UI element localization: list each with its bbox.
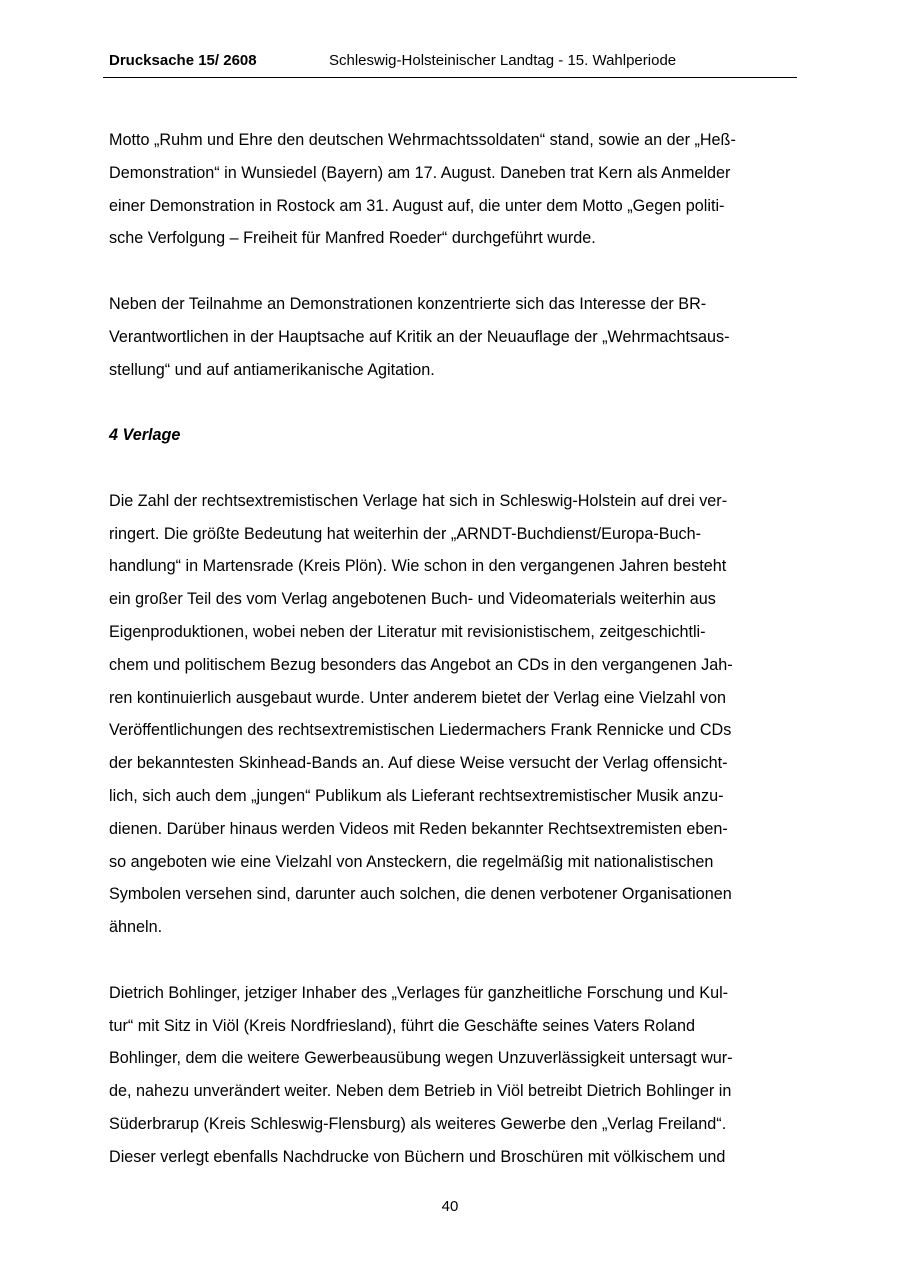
page-header (103, 52, 797, 78)
text-line: stellung“ und auf antiamerikanische Agitation. (109, 360, 435, 379)
text-line: ähneln. (109, 918, 163, 937)
text-line: der bekanntesten Skinhead-Bands an. Auf diese Weise versucht der Verlag offensicht- (109, 754, 728, 773)
text-line: Bohlinger, dem die weitere Gewerbeausübung wegen Unzuverlässigkeit untersagt wur- (109, 1049, 733, 1068)
text-line: Dieser verlegt ebenfalls Nachdrucke von Büchern und Broschüren mit völkischem und (109, 1147, 726, 1166)
text-line: Eigenproduktionen, wobei neben der Literatur mit revisionistischem, zeitgeschichtli- (109, 622, 706, 641)
text-line: de, nahezu unverändert weiter. Neben dem Betrieb in Viöl betreibt Dietrich Bohlinger in (109, 1082, 732, 1101)
text-line: ringert. Die größte Bedeutung hat weiterhin der „ARNDT-Buchdienst/Europa-Buch- (109, 524, 702, 543)
text-line: so angeboten wie eine Vielzahl von Ansteckern, die regelmäßig mit nationalistischen (109, 852, 714, 871)
section-heading: 4 Verlage (109, 426, 181, 445)
paragraph (109, 124, 793, 255)
text-line: dienen. Darüber hinaus werden Videos mit Reden bekannter Rechtsextremisten eben- (109, 819, 728, 838)
text-line: chem und politischem Bezug besonders das Angebot an CDs in den vergangenen Jah- (109, 655, 733, 674)
text-line: Dietrich Bohlinger, jetziger Inhaber des „Verlages für ganzheitliche Forschung und Kul- (109, 983, 729, 1002)
text-line: Die Zahl der rechtsextremistischen Verlage hat sich in Schleswig-Holstein auf drei ver- (109, 491, 728, 510)
text-line: Süderbrarup (Kreis Schleswig-Flensburg) als weiteres Gewerbe den „Verlag Freiland“. (109, 1114, 727, 1133)
text-line: Veröffentlichungen des rechtsextremistischen Liedermachers Frank Rennicke und CDs (109, 721, 732, 740)
text-line: einer Demonstration in Rostock am 31. August auf, die unter dem Motto „Gegen politi- (109, 196, 725, 215)
paragraph (109, 485, 793, 944)
text-line: lich, sich auch dem „jungen“ Publikum als Lieferant rechtsextremistischer Musik anzu- (109, 786, 724, 805)
header-title: Schleswig-Holsteinischer Landtag - 15. Wahlperiode (329, 52, 677, 69)
text-line: Verantwortlichen in der Hauptsache auf Kritik an der Neuauflage der „Wehrmachtsaus- (109, 327, 730, 346)
text-line: sche Verfolgung – Freiheit für Manfred Roeder“ durchgeführt wurde. (109, 229, 596, 248)
paragraph (109, 288, 793, 386)
paragraph (109, 977, 793, 1174)
text-line: Demonstration“ in Wunsiedel (Bayern) am 17. August. Daneben trat Kern als Anmelder (109, 163, 731, 182)
text-line: ren kontinuierlich ausgebaut wurde. Unter anderem bietet der Verlag eine Vielzahl von (109, 688, 727, 707)
text-line: handlung“ in Martensrade (Kreis Plön). Wie schon in den vergangenen Jahren besteht (109, 557, 727, 576)
document-body (109, 124, 793, 1174)
document-number: Drucksache 15/ 2608 (109, 52, 257, 69)
text-line: Symbolen versehen sind, darunter auch solchen, die denen verbotener Organisationen (109, 885, 732, 904)
text-line: Neben der Teilnahme an Demonstrationen konzentrierte sich das Interesse der BR- (109, 294, 707, 313)
page-number: 40 (441, 1198, 459, 1215)
text-line: tur“ mit Sitz in Viöl (Kreis Nordfriesland), führt die Geschäfte seines Vaters Roland (109, 1016, 695, 1035)
text-line: ein großer Teil des vom Verlag angebotenen Buch- und Videomaterials weiterhin aus (109, 590, 716, 609)
text-line: Motto „Ruhm und Ehre den deutschen Wehrmachtssoldaten“ stand, sowie an der „Heß- (109, 131, 736, 149)
